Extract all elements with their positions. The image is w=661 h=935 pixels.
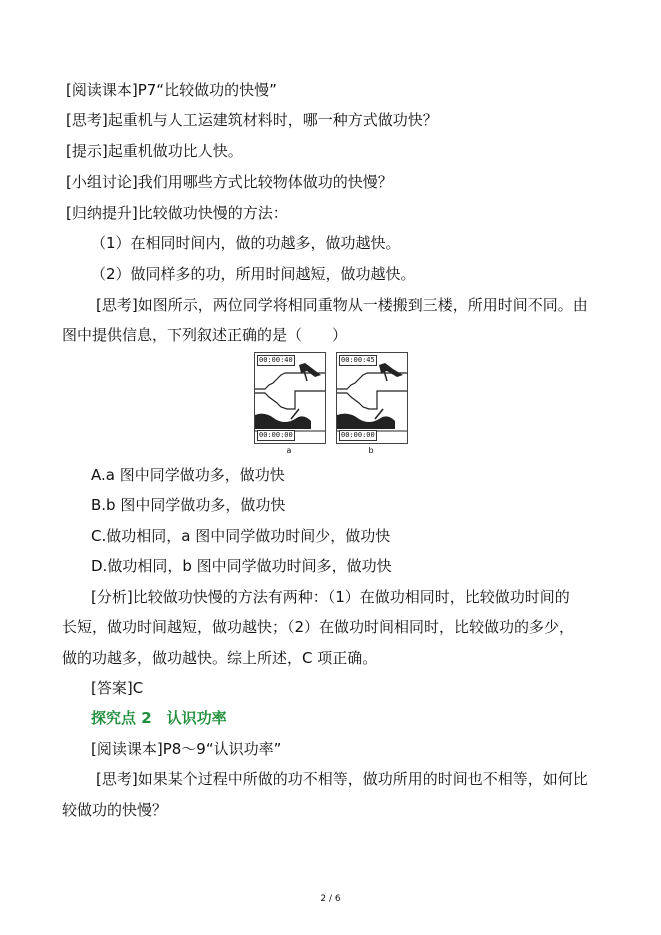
figure-panel-b [336, 352, 408, 444]
option-c: C.做功相同，a 图中同学做功时间少，做功快 [91, 527, 391, 545]
summary-line: [归纳提升]比较做功快慢的方法： [66, 204, 288, 222]
question-line-1: [思考]如图所示，两位同学将相同重物从一楼搬到三楼，所用时间不同。由 [96, 296, 588, 314]
method-1-line: （1）在相同时间内，做的功越多，做功越快。 [91, 234, 401, 252]
panel-a-timer-top: 00:00:40 [259, 356, 293, 364]
section-2-heading: 探究点 2 认识功率 [91, 709, 227, 727]
panel-b-timer-bottom: 00:00:00 [341, 431, 375, 439]
analysis-line-1: [分析]比较做功快慢的方法有两种：（1）在做功相同时，比较做功时间的 [91, 588, 570, 606]
section-2-think-line-1: [思考]如果某个过程中所做的功不相等，做功所用的时间也不相等，如何比 [96, 770, 588, 788]
analysis-line-2: 长短，做功时间越短，做功越快；（2）在做功时间相同时，比较做功的多少， [62, 618, 575, 636]
section-2-read-line: [阅读课本]P8～9“认识功率” [91, 740, 282, 758]
stairs-figure [254, 352, 410, 460]
answer-line: [答案]C [91, 679, 144, 697]
figure-caption-a: a [286, 446, 292, 455]
think-line: [思考]起重机与人工运建筑材料时，哪一种方式做功快？ [66, 111, 438, 129]
option-a: A.a 图中同学做功多，做功快 [91, 466, 285, 484]
figure-panel-a [254, 352, 326, 444]
panel-b-timer-top: 00:00:45 [341, 356, 375, 364]
figure-caption-b: b [368, 446, 374, 455]
question-line-2: 图中提供信息，下列叙述正确的是（ ） [62, 326, 348, 344]
option-d: D.做功相同，b 图中同学做功时间多，做功快 [91, 557, 392, 575]
panel-a-timer-bottom: 00:00:00 [259, 431, 293, 439]
page-number: 2 / 6 [320, 894, 341, 904]
option-b: B.b 图中同学做功多，做功快 [91, 496, 286, 514]
section-2-think-line-2: 较做功的快慢？ [62, 801, 168, 819]
read-textbook-line: [阅读课本]P7“比较做功的快慢” [66, 81, 277, 99]
hint-line: [提示]起重机做功比人快。 [66, 142, 243, 160]
method-2-line: （2）做同样多的功，所用时间越短，做功越快。 [91, 265, 416, 283]
group-discussion-line: [小组讨论]我们用哪些方式比较物体做功的快慢？ [66, 173, 393, 191]
analysis-line-3: 做的功越多，做功越快。综上所述，C 项正确。 [62, 649, 378, 667]
